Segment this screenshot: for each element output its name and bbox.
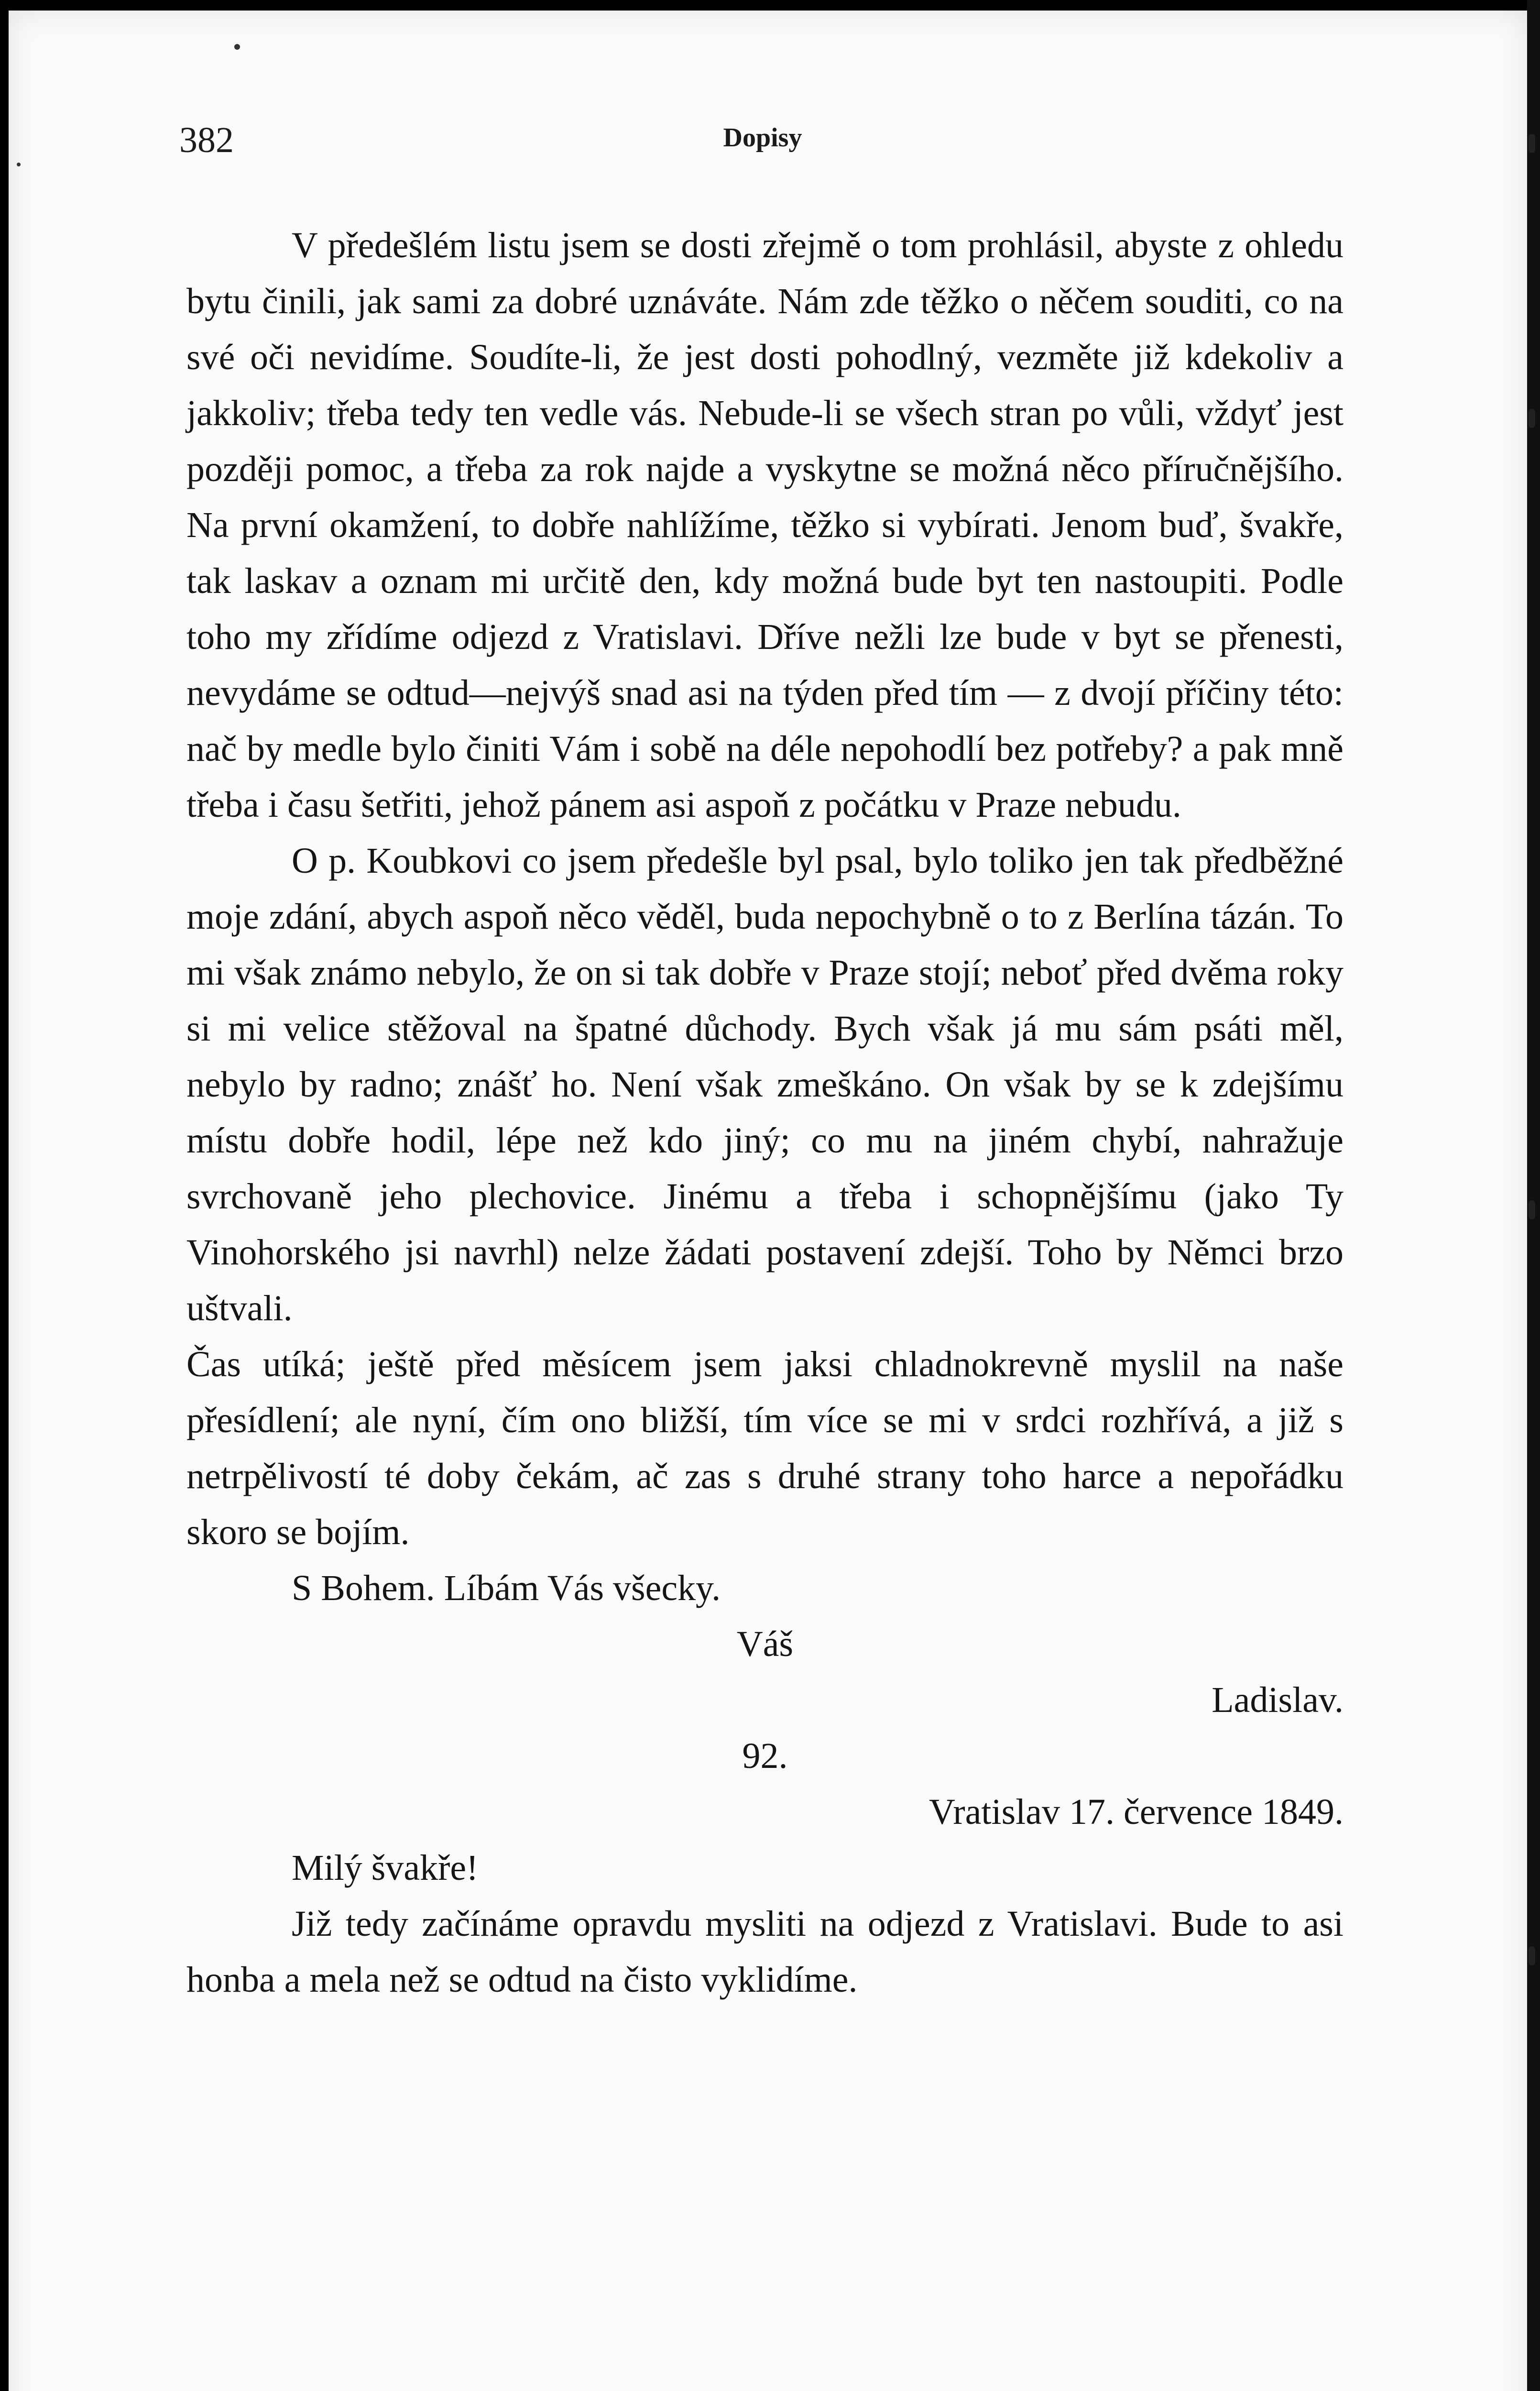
paragraph-1: V předešlém listu jsem se dosti zřejmě o tom prohlásil, abyste z ohledu bytu činili, jak sami za dobré uznáváte. Nám zde těžko o něčem souditi, co na své oči nevidíme. Soudíte-li, že jest dosti pohodlný, vezměte již kdekoliv a jakkoliv; třeba tedy ten vedle vás. Nebude-li se všech stran po vůli, vždyť jest později pomoc, a třeba za rok najde a vyskytne se možná něco příručnějšího. Na první okamžení, to dobře nahlížíme, těžko si vybírati. Jenom buď, švakře, tak laskav a oznam mi určitě den, kdy možná bude byt ten nastoupiti. Podle toho my zřídíme odjezd z Vratislavi. Dříve nežli lze bude v byt se přenesti, nevydáme se odtud—nejvýš snad asi na týden před tím — z dvojí příčiny této: nač by medle bylo činiti Vám i sobě na déle nepohodlí bez potřeby? a pak mně třeba i času šetřiti, jehož pánem asi aspoň z počátku v Praze nebudu.	[186, 225, 1343, 825]
edge-mark	[1529, 409, 1535, 428]
paragraph-4: Již tedy začínáme opravdu mysliti na odjezd z Vratislavi. Bude to asi honba a mela než se odtud na čisto vyklidíme.	[186, 1904, 1343, 2000]
dateline: Vratislav 17. července 1849.	[929, 1792, 1343, 1832]
speck	[17, 163, 21, 166]
salutation: Milý švakře!	[292, 1848, 479, 1888]
body-text	[186, 218, 1343, 2008]
speck	[234, 44, 240, 50]
scan-edge	[1527, 0, 1540, 2391]
signature: Ladislav.	[1212, 1680, 1343, 1720]
paragraph-2: O p. Koubkovi co jsem předešle byl psal, bylo toliko jen tak předběžné moje zdání, abych aspoň něco věděl, buda nepochybně o to z Berlína tázán. To mi však známo nebylo, že on si tak dobře v Praze stojí; neboť před dvěma roky si mi velice stěžoval na špatné důchody. Bych však já mu sám psáti měl, nebylo by radno; znášť ho. Není však zmeškáno. On však by se k zdejšímu místu dobře hodil, lépe než kdo jiný; co mu na jiném chybí, nahražuje svrchovaně jeho plechovice. Jinému a třeba i schopnějšímu (jako Ty Vinohorského jsi navrhl) nelze žádati postavení zdejší. Toho by Němci brzo uštvali.	[186, 841, 1343, 1328]
page-number: 382	[179, 120, 234, 160]
page-header	[179, 120, 1346, 163]
letter-number: 92.	[742, 1736, 788, 1776]
closing-vas: Váš	[736, 1624, 794, 1664]
paragraph-3: Čas utíká; ještě před měsícem jsem jaksi chladnokrevně myslil na naše přesídlení; ale nyní, čím ono bližší, tím více se mi v srdci rozhřívá, a již s netrpělivostí té doby čekám, ač zas s druhé strany toho harce a nepořádku skoro se bojím.	[186, 1344, 1343, 1552]
closing-line: S Bohem. Líbám Vás všecky.	[292, 1568, 721, 1608]
edge-mark	[1529, 1946, 1535, 1965]
edge-mark	[1529, 134, 1535, 153]
running-head: Dopisy	[723, 123, 802, 153]
edge-mark	[1529, 1200, 1535, 1219]
